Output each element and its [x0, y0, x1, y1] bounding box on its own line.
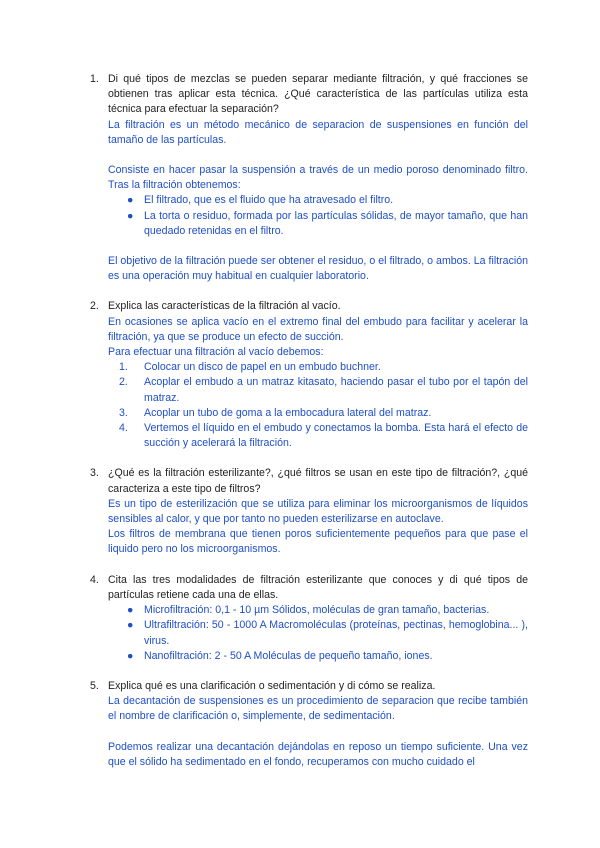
answer-paragraph: Para efectuar una filtración al vacío debemos: — [108, 346, 324, 359]
question-1 — [86, 72, 528, 284]
list-item: 4. Vertemos el líquido en el embudo y conectamos la bomba. Esta hará el efecto de succión y acelerará la filtración. — [119, 422, 528, 450]
bullet-icon: ● — [127, 649, 134, 662]
numbered-list — [108, 360, 528, 451]
list-item: 3. Acoplar un tubo de goma a la embocadura lateral del matraz. — [119, 406, 432, 419]
question-text: Explica qué es una clarificación o sedimentación y di cómo se realiza. — [108, 679, 436, 692]
question-number: 1. — [90, 73, 99, 85]
bullet-icon: ● — [127, 209, 134, 222]
bullet-list — [108, 603, 528, 664]
list-item: ● Nanofiltración: 2 - 50 A Moléculas de pequeño tamaño, iones. — [108, 649, 528, 664]
question-text: Di qué tipos de mezclas se pueden separar mediante filtración, y qué fracciones se obtienen tras aplicar esta técnica. ¿Qué característica de las partículas utiliza esta técnica para efectuar la separación? — [108, 73, 528, 116]
answer-paragraph: El objetivo de la filtración puede ser obtener el residuo, o el filtrado, o ambos. La filtración es una operación muy habitual en cualquier laboratorio. — [108, 255, 528, 283]
answer-paragraph: La filtración es un método mecánico de separacion de suspensiones en función del tamaño de las partículas. — [108, 118, 528, 146]
answer-paragraph: La decantación de suspensiones es un procedimiento de separacion que recibe también el nombre de clarificación o, simplemente, de sedimentación. — [108, 695, 528, 723]
list-item: 1. Colocar un disco de papel en un embudo buchner. — [119, 361, 381, 374]
question-text: Cita las tres modalidades de filtración esterilizante que conoces y di qué tipos de partículas retiene cada una de ellas. — [108, 573, 528, 601]
answer-paragraph: Consiste en hacer pasar la suspensión a través de un medio poroso denominado filtro. Tras la filtración obtenemos: — [108, 164, 528, 192]
bullet-icon: ● — [127, 604, 134, 617]
answer-paragraph: Podemos realizar una decantación dejándolas en reposo un tiempo suficiente. Una vez que el sólido ha sedimentado en el fondo, recuperamos con mucho cuidado el — [108, 740, 528, 768]
list-item: ● La torta o residuo, formada por las partículas sólidas, de mayor tamaño, que han quedado retenidas en el filtro. — [127, 209, 528, 237]
question-5 — [86, 679, 528, 770]
answer-paragraph: Es un tipo de esterilización que se utiliza para eliminar los microorganismos de líquidos sensibles al calor, y que por tanto no pueden esterilizarse en autoclave. — [108, 497, 528, 526]
bullet-list — [108, 193, 528, 239]
answer-paragraph: Los filtros de membrana que tienen poros suficientemente pequeños para que pase el liquido pero no los microorganismos. — [108, 528, 528, 556]
bullet-icon: ● — [127, 194, 134, 207]
question-text: Explica las características de la filtración al vacío. — [108, 300, 341, 313]
question-4 — [86, 573, 528, 664]
list-item: ● El filtrado, que es el fluido que ha atravesado el filtro. — [108, 193, 528, 208]
list-item: 2. Acoplar el embudo a un matraz kitasato, haciendo pasar el tubo por el tapón del matraz. — [119, 376, 528, 404]
answer-paragraph: En ocasiones se aplica vacío en el extremo final del embudo para facilitar y acelerar la filtración, ya que se produce un efecto de succión. — [108, 315, 528, 343]
question-number: 3. — [90, 467, 99, 480]
list-item: ● Microfiltración: 0,1 - 10 µm Sólidos, moléculas de gran tamaño, bacterias. — [108, 603, 528, 618]
question-2 — [86, 299, 528, 451]
question-3 — [86, 466, 528, 557]
bullet-icon: ● — [127, 619, 134, 632]
list-item: ● Ultrafiltración: 50 - 1000 A Macromoléculas (proteínas, pectinas, hemoglobina... ), virus. — [127, 619, 528, 647]
question-number: 2. — [90, 300, 99, 313]
document-page — [86, 72, 528, 785]
question-number: 5. — [90, 679, 99, 692]
question-text: ¿Qué es la filtración esterilizante?, ¿qué filtros se usan en este tipo de filtración?, ¿qué caracteriza a este tipo de filtros? — [108, 467, 528, 495]
question-number: 4. — [90, 573, 99, 586]
